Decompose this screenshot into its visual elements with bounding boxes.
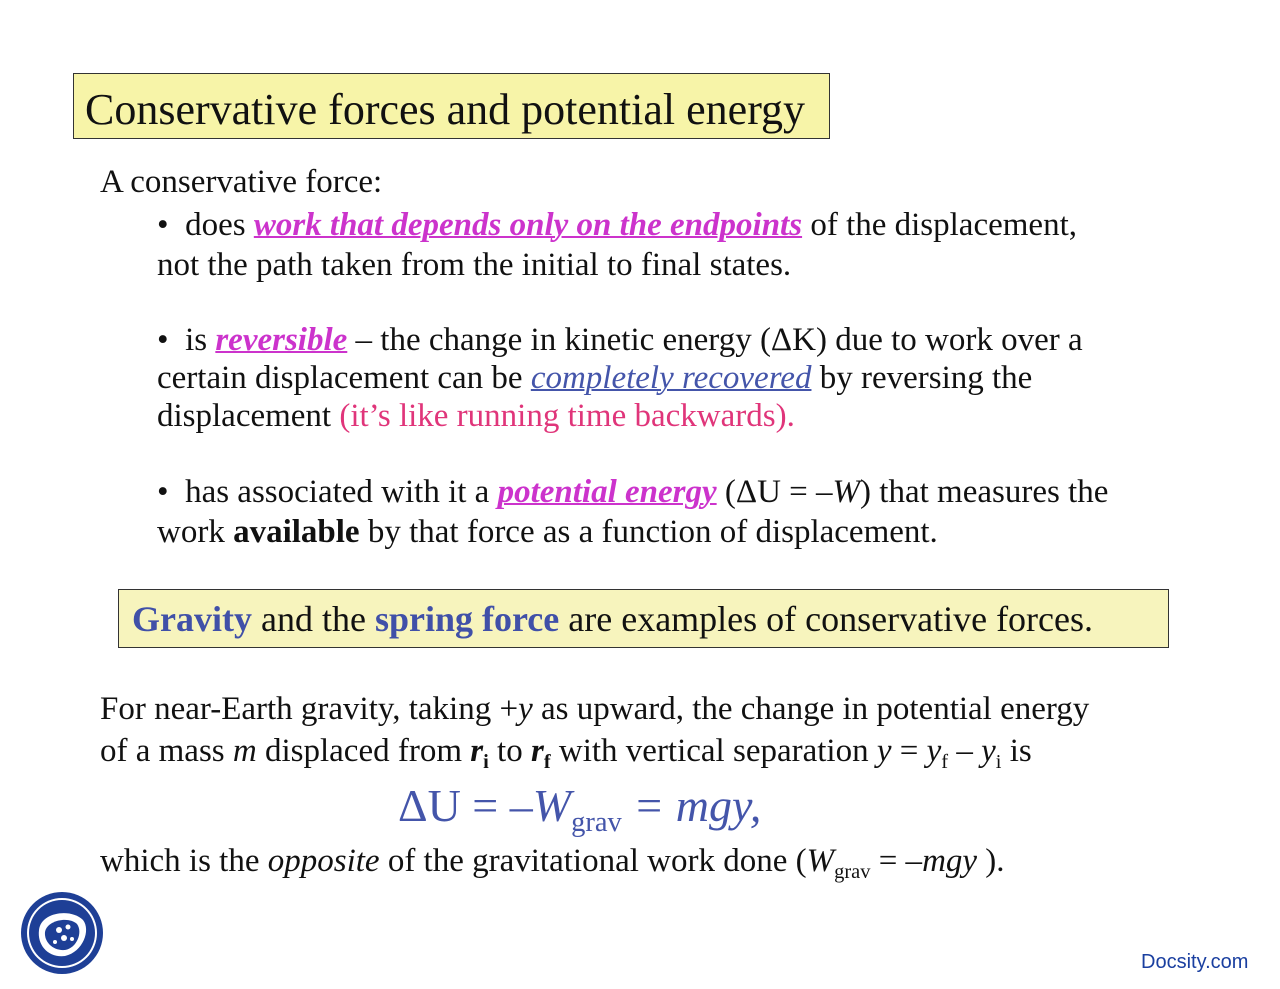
bullet-3-line2-post: by that force as a function of displacement.: [359, 514, 938, 550]
bullet-2-line2-post: by reversing the: [811, 360, 1033, 396]
bullet-1-line-2: not the path taken from the initial to final states.: [157, 247, 792, 283]
equation-rest: = mgy,: [621, 780, 762, 831]
bullet-2-line3-pink: (it’s like running time backwards).: [339, 398, 795, 434]
para-l2-y-f: y: [926, 733, 942, 769]
para-l2-yi: i: [995, 751, 1002, 774]
bullet-marker: •: [157, 207, 169, 243]
bullet-3-pre: has associated with it a: [185, 474, 498, 510]
closing-eq: = –: [870, 843, 923, 879]
callout-gravity: Gravity: [132, 599, 252, 639]
para-l2-yf: f: [941, 751, 949, 774]
bullet-1-emphasis: work that depends only on the endpoints: [253, 207, 803, 243]
bullet-2-line2-pre: certain displacement can be: [157, 360, 531, 396]
callout-post: are examples of conservative forces.: [559, 599, 1094, 639]
bullet-marker: •: [157, 322, 169, 358]
para-l2-c: with vertical separation: [550, 733, 877, 769]
bullet-2-line3-pre: displacement: [157, 398, 340, 434]
para-l2-b: displaced from: [256, 733, 471, 769]
bullet-3-line2-pre: work: [157, 514, 234, 550]
equation-w: W: [532, 780, 572, 831]
closing-mgy: mgy: [922, 843, 978, 879]
para-l1-b: as upward, the change in potential energy: [532, 691, 1090, 727]
bullet-1-line-1: [157, 206, 1077, 244]
bullet-2-pre: is: [185, 322, 216, 358]
para-l2-eq: =: [891, 733, 927, 769]
university-logo-icon: [19, 890, 105, 976]
closing-opposite: opposite: [267, 843, 380, 879]
bullet-1-post: of the displacement,: [802, 207, 1077, 243]
equation-du: ΔU = –: [398, 780, 533, 831]
para-l1-y: y: [518, 691, 533, 727]
bullet-2-line-2: [157, 359, 1032, 397]
closing-w: W: [806, 843, 835, 879]
closing-pre: which is the: [100, 843, 268, 879]
bullet-3-post-a: (ΔU = –: [716, 474, 833, 510]
equation-sub: grav: [571, 806, 622, 838]
bullet-2-line2-emphasis: completely recovered: [530, 360, 812, 396]
watermark-link[interactable]: Docsity.com: [1141, 951, 1249, 973]
bullet-2-line-1: [157, 321, 1083, 359]
bullet-3-post-b: ) that measures the: [860, 474, 1109, 510]
bullet-2-emphasis: reversible: [215, 322, 348, 358]
para-l2-r-final: r: [530, 733, 544, 769]
bullet-3-emphasis: potential energy: [497, 474, 717, 510]
equation: [398, 778, 762, 838]
bullet-3-line2-bold: available: [233, 514, 360, 550]
bullet-3-line-2: [157, 513, 938, 551]
para-line-2: [100, 732, 1032, 774]
callout-text: [132, 599, 1093, 639]
bullet-3-w: W: [832, 474, 861, 510]
closing-sub: grav: [834, 861, 871, 884]
para-l2-y: y: [876, 733, 892, 769]
callout-box: [118, 589, 1169, 648]
bullet-1-pre: does: [185, 207, 254, 243]
para-l2-m: m: [232, 733, 257, 769]
para-line-1: [100, 690, 1089, 728]
bullet-marker: •: [157, 474, 169, 510]
para-l2-rf: f: [543, 751, 551, 774]
bullet-3-line-1: [157, 473, 1108, 511]
para-l2-minus: –: [948, 733, 982, 769]
para-l2-ri: i: [483, 751, 489, 774]
callout-spring: spring force: [374, 599, 560, 639]
para-l2-is: is: [1001, 733, 1032, 769]
para-l2-r-initial: r: [470, 733, 484, 769]
para-l2-y-i: y: [981, 733, 996, 769]
para-l2-a: of a mass: [100, 733, 233, 769]
bullet-2-line-3: [157, 397, 795, 435]
para-l2-to: to: [488, 733, 531, 769]
bullet-2-post: – the change in kinetic energy (ΔK) due to work over a: [347, 322, 1083, 358]
page-title: Conservative forces and potential energy: [85, 85, 806, 134]
closing-mid: of the gravitational work done (: [379, 843, 807, 879]
para-l1-a: For near-Earth gravity, taking +: [100, 691, 519, 727]
intro-text: A conservative force:: [100, 164, 383, 200]
title-box: [73, 73, 830, 139]
callout-mid: and the: [251, 599, 375, 639]
closing-end: ).: [977, 843, 1005, 879]
closing-line: [100, 842, 1005, 884]
